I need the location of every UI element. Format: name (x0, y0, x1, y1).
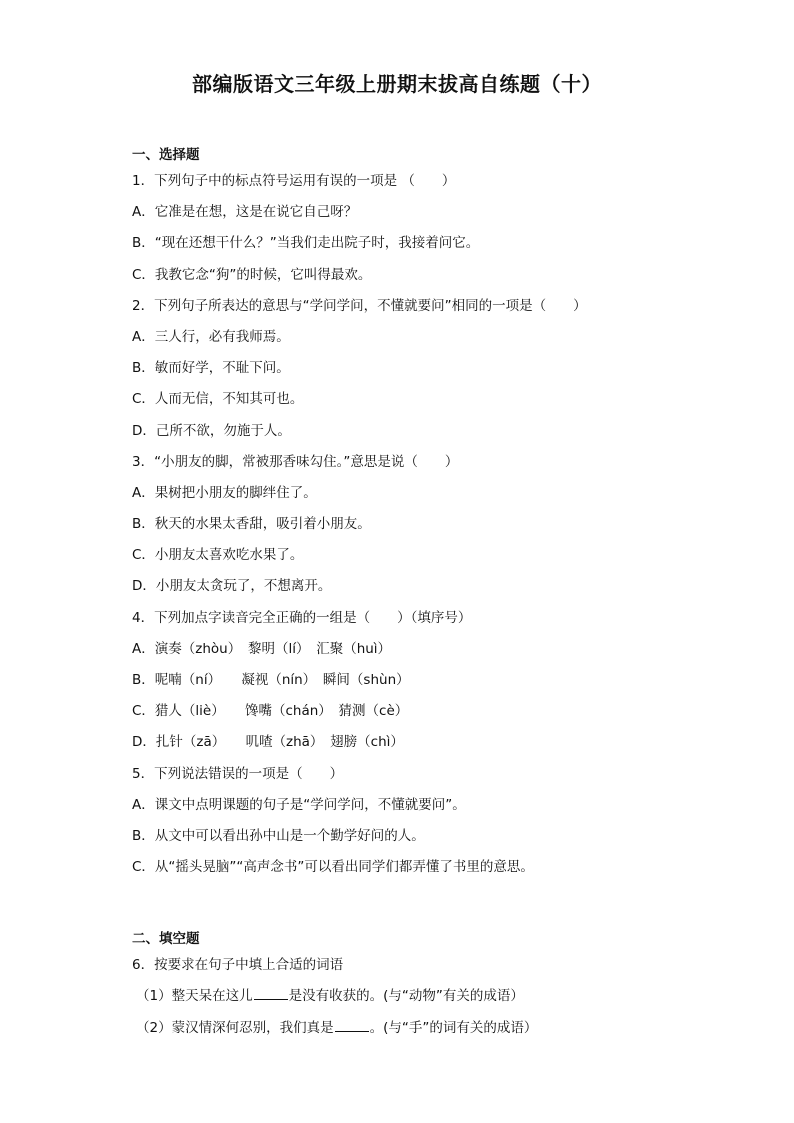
question-4: 4．下列加点字读音完全正确的一组是（ ）（填序号） (132, 609, 472, 626)
question-4-option-d: D．扎针（zā） 叽喳（zhā） 翅膀（chì） (132, 734, 404, 751)
question-3-option-b: B．秋天的水果太香甜，吸引着小朋友。 (132, 516, 371, 533)
section-choice-questions (132, 144, 732, 883)
sub-1-text-after: 是没有收获的。(与“动物”有关的成语） (288, 988, 524, 1005)
question-2-option-c: C．人而无信，不知其可也。 (132, 391, 304, 408)
question-2-option-a: A．三人行，必有我师焉。 (132, 328, 290, 345)
section-heading: 二、填空题 (132, 931, 200, 947)
section-fill-in-questions (132, 928, 752, 1044)
answer-blank[interactable] (254, 985, 288, 1000)
question-4-option-a: A．演奏（zhòu） 黎明（lí） 汇聚（huì） (132, 640, 392, 657)
question-2-option-d: D．己所不欲，勿施于人。 (132, 422, 291, 439)
question-3-option-a: A．果树把小朋友的脚绊住了。 (132, 484, 317, 501)
sub-2-text-after: 。(与“手”的词有关的成语） (369, 1019, 538, 1036)
section-heading: 一、选择题 (132, 147, 200, 163)
question-2-option-b: B．敏而好学，不耻下问。 (132, 360, 290, 377)
sub-1-text-before: （1）整天呆在这儿 (136, 988, 253, 1005)
question-3: 3．“小朋友的脚，常被那香味勾住。”意思是说（ ） (132, 453, 459, 470)
question-5-option-b: B．从文中可以看出孙中山是一个勤学好问的人。 (132, 827, 425, 844)
question-6-sub-1 (132, 981, 752, 1013)
question-2: 2．下列句子所表达的意思与“学问学问，不懂就要问”相同的一项是（ ） (132, 297, 587, 314)
answer-blank[interactable] (335, 1017, 369, 1032)
question-6: 6．按要求在句子中填上合适的词语 (132, 957, 344, 973)
question-3-option-d: D．小朋友太贪玩了，不想离开。 (132, 578, 332, 595)
question-1-option-a: A．它准是在想，这是在说它自己呀？ (132, 204, 358, 221)
page-title: 部编版语文三年级上册期末拔高自练题（十） (192, 72, 602, 96)
question-1-option-b: B．“现在还想干什么？”当我们走出院子时，我接着问它。 (132, 235, 480, 252)
question-4-option-b: B．呢喃（ní） 凝视（nín） 瞬间（shùn） (132, 672, 410, 688)
question-6-sub-2 (132, 1013, 752, 1045)
question-5: 5．下列说法错误的一项是（ ） (132, 765, 344, 782)
question-1: 1．下列句子中的标点符号运用有误的一项是 （ ） (132, 173, 456, 189)
question-3-option-c: C．小朋友太喜欢吃水果了。 (132, 547, 304, 564)
sub-2-text-before: （2）蒙汉情深何忍别，我们真是 (136, 1019, 334, 1036)
question-5-option-c: C．从“摇头晃脑”“高声念书”可以看出同学们都弄懂了书里的意思。 (132, 859, 534, 876)
question-4-option-c: C．猎人（liè） 馋嘴（chán） 猜测（cè） (132, 703, 409, 720)
question-5-option-a: A．课文中点明课题的句子是“学问学问，不懂就要问”。 (132, 796, 466, 813)
question-1-option-c: C．我教它念“狗”的时候，它叫得最欢。 (132, 266, 372, 283)
